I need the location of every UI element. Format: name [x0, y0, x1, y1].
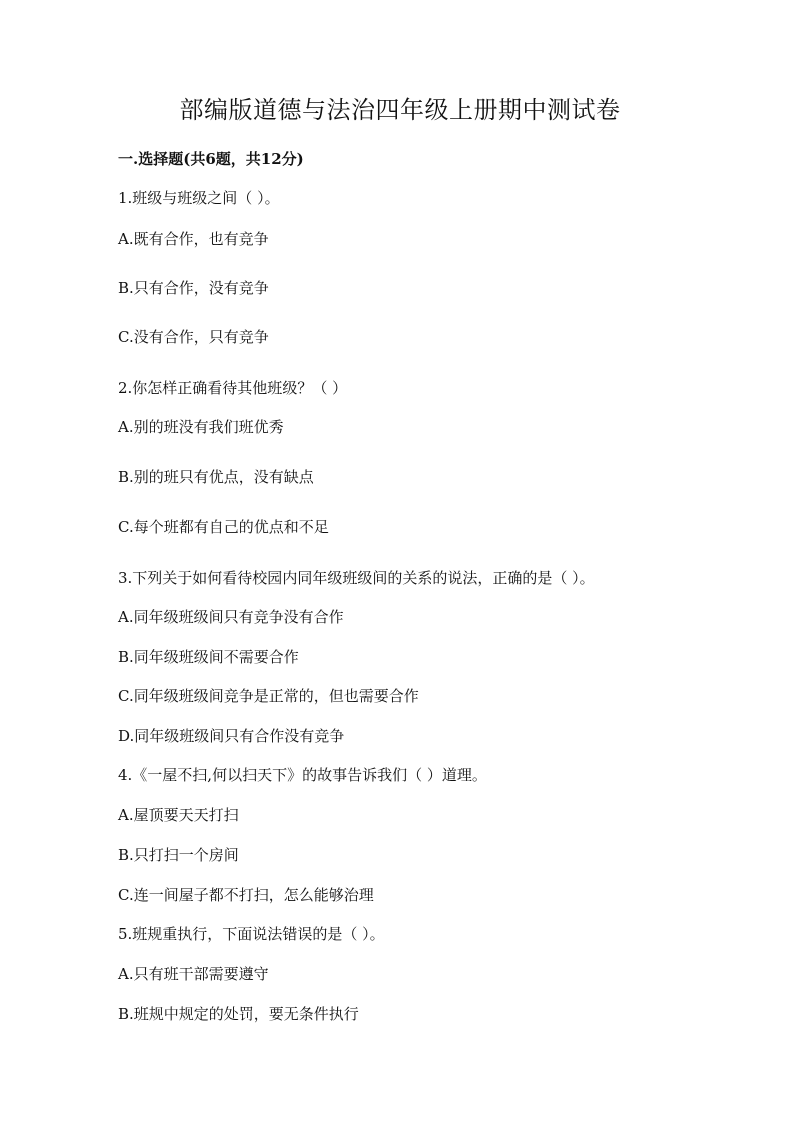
question-3-option-d: D.同年级班级间只有合作没有竞争: [118, 727, 345, 745]
question-1-option-a: A.既有合作，也有竞争: [118, 230, 269, 248]
question-5-stem: 5.班规重执行，下面说法错误的是（ ）。: [118, 925, 385, 943]
question-1-option-b: B.只有合作，没有竞争: [118, 279, 269, 297]
question-4-option-b: B.只打扫一个房间: [118, 846, 239, 864]
question-1-option-c: C.没有合作，只有竞争: [118, 328, 269, 346]
question-2-option-a: A.别的班没有我们班优秀: [118, 418, 284, 436]
question-4-option-a: A.屋顶要天天打扫: [118, 806, 239, 824]
question-4-stem: 4.《一屋不扫,何以扫天下》的故事告诉我们（ ）道理。: [118, 766, 487, 784]
section-heading: 一.选择题(共6题，共12分): [118, 150, 304, 168]
question-3-option-a: A.同年级班级间只有竞争没有合作: [118, 608, 344, 626]
question-4-option-c: C.连一间屋子都不打扫，怎么能够治理: [118, 886, 374, 904]
question-3-option-c: C.同年级班级间竞争是正常的，但也需要合作: [118, 687, 419, 705]
question-1-stem: 1.班级与班级之间（ ）。: [118, 189, 280, 207]
question-3-option-b: B.同年级班级间不需要合作: [118, 648, 299, 666]
question-2-option-b: B.别的班只有优点，没有缺点: [118, 468, 314, 486]
page-title: 部编版道德与法治四年级上册期中测试卷: [179, 96, 621, 124]
question-3-stem: 3.下列关于如何看待校园内同年级班级间的关系的说法，正确的是（ ）。: [118, 569, 595, 587]
question-5-option-b: B.班规中规定的处罚，要无条件执行: [118, 1005, 359, 1023]
question-2-option-c: C.每个班都有自己的优点和不足: [118, 518, 329, 536]
question-2-stem: 2.你怎样正确看待其他班级？（ ）: [118, 379, 348, 397]
question-5-option-a: A.只有班干部需要遵守: [118, 965, 269, 983]
